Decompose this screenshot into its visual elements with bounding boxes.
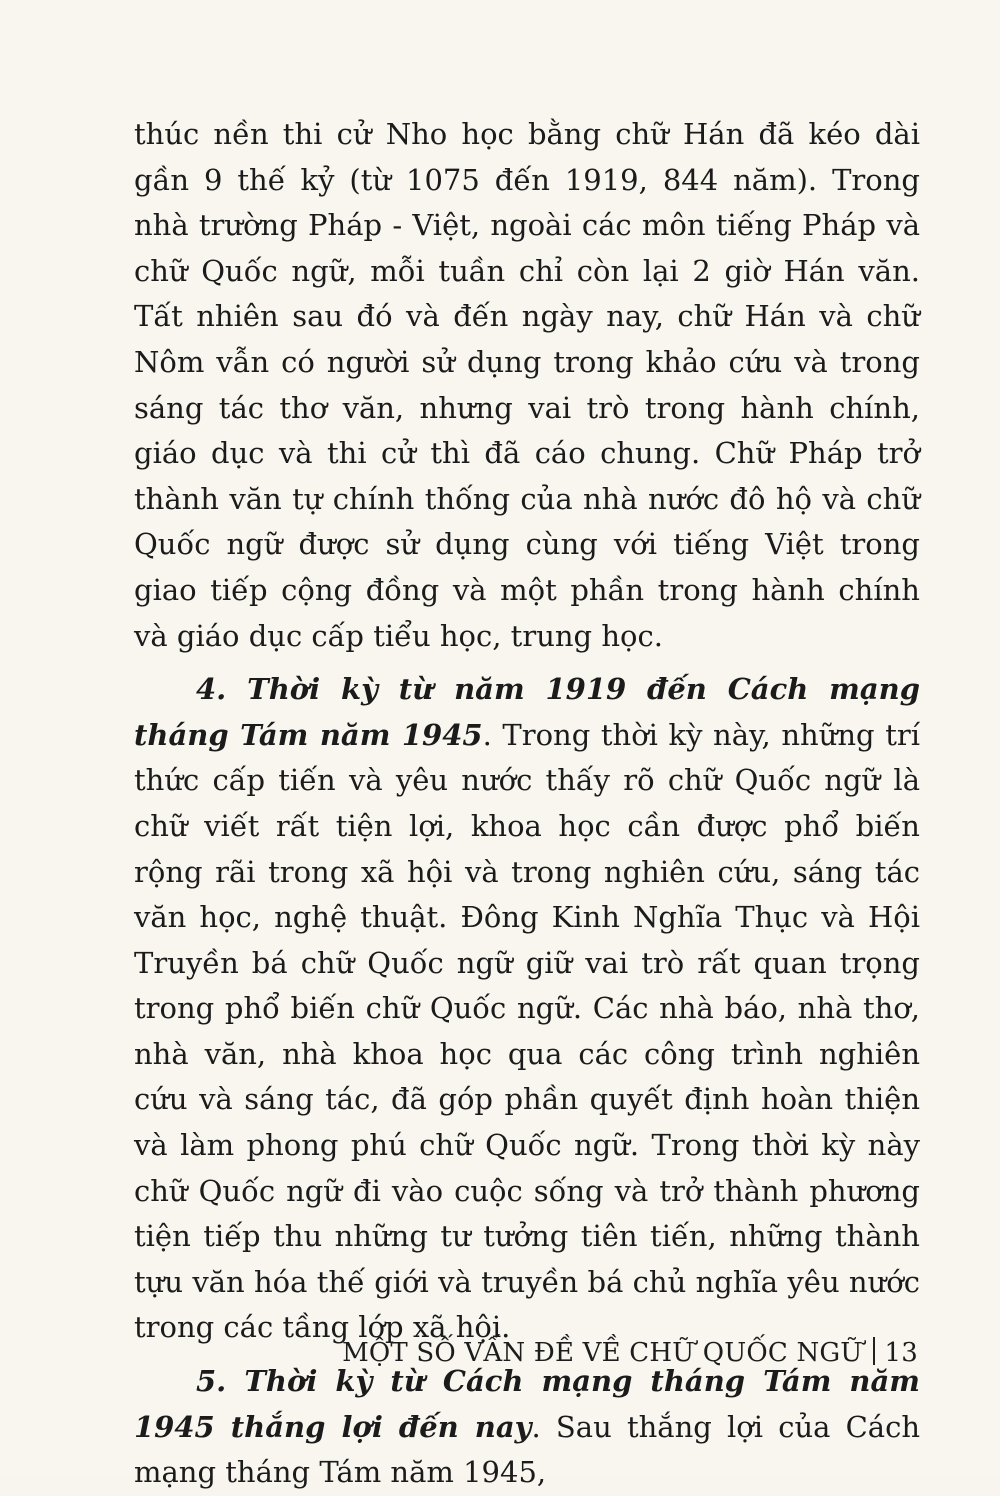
- paragraph-continuation: [134, 112, 920, 659]
- period-5-heading: 5. Thời kỳ từ Cách mạng tháng Tám năm 1945 thắng lợi đến nay: [134, 1364, 920, 1444]
- paragraph-period-4: [134, 667, 920, 1351]
- page-footer: [342, 1336, 918, 1370]
- footer-separator: [873, 1337, 875, 1365]
- paragraph-period-5: [134, 1359, 920, 1496]
- running-title: MỘT SỐ VẤN ĐỀ VỀ CHỮ QUỐC NGỮ: [342, 1338, 863, 1368]
- paragraph-text: . Trong thời kỳ này, những trí thức cấp tiến và yêu nước thấy rõ chữ Quốc ngữ là chữ viết rất tiện lợi, khoa học cần được phổ biến rộng rãi trong xã hội và trong nghiên cứu, sáng tác văn học, nghệ thuật. Đông Kinh Nghĩa Thục và Hội Truyền bá chữ Quốc ngữ giữ vai trò rất quan trọng trong phổ biến chữ Quốc ngữ. Các nhà báo, nhà thơ, nhà văn, nhà khoa học qua các công trình nghiên cứu và sáng tác, đã góp phần quyết định hoàn thiện và làm phong phú chữ Quốc ngữ. Trong thời kỳ này chữ Quốc ngữ đi vào cuộc sống và trở thành phương tiện tiếp thu những tư tưởng tiên tiến, những thành tựu văn hóa thế giới và truyền bá chủ nghĩa yêu nước trong các tầng lớp xã hội.: [134, 717, 920, 1345]
- body-text: [134, 112, 920, 1496]
- period-4-heading: 4. Thời kỳ từ năm 1919 đến Cách mạng tháng Tám năm 1945: [134, 672, 920, 752]
- paragraph-text: . Sau thắng lợi của Cách mạng tháng Tám năm 1945,: [134, 1409, 920, 1490]
- page-number: 13: [884, 1338, 918, 1368]
- paragraph-text: thúc nền thi cử Nho học bằng chữ Hán đã kéo dài gần 9 thế kỷ (từ 1075 đến 1919, 844 năm). Trong nhà trường Pháp - Việt, ngoài các môn tiếng Pháp và chữ Quốc ngữ, mỗi tuần chỉ còn lại 2 giờ Hán văn. Tất nhiên sau đó và đến ngày nay, chữ Hán và chữ Nôm vẫn có người sử dụng trong khảo cứu và trong sáng tác thơ văn, nhưng vai trò trong hành chính, giáo dục và thi cử thì đã cáo chung. Chữ Pháp trở thành văn tự chính thống của nhà nước đô hộ và chữ Quốc ngữ được sử dụng cùng với tiếng Việt trong giao tiếp cộng đồng và một phần trong hành chính và giáo dục cấp tiểu học, trung học.: [134, 117, 920, 653]
